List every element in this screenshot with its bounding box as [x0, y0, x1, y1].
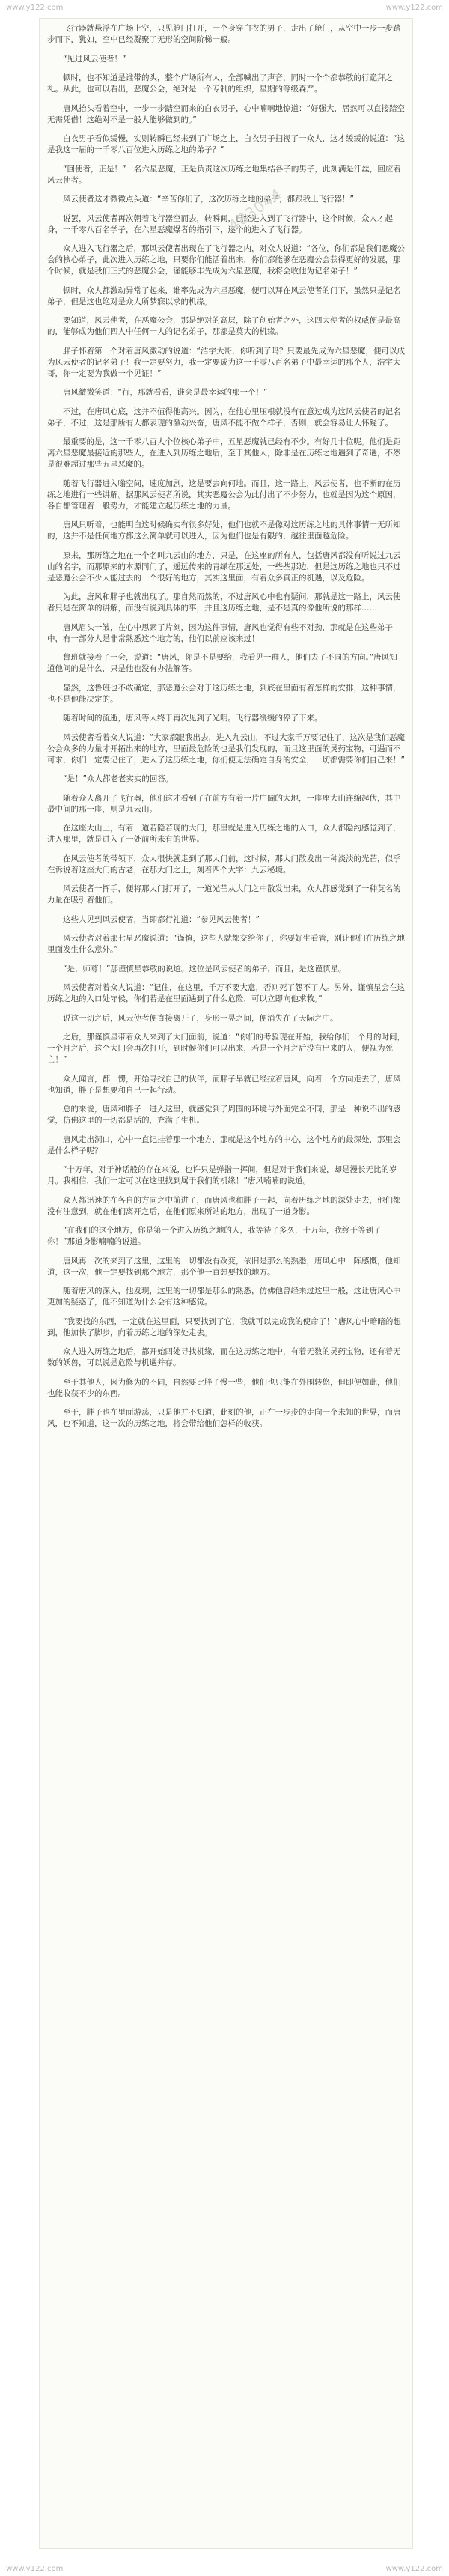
paragraph: 总的来说，唐风和胖子一进入这里，就感觉到了周围的环境与外面完全不同，那是一种说不出的感觉，仿佛这里的一切都是活的，充满了生机。: [47, 1105, 401, 1125]
paragraph: 顿时，也不知道是谁带的头，整个广场所有人，全部喊出了声音，同时一个个都恭敬的行跪拜之礼。从此，也可以看出，恶魔公会，绝对是一个专制的组织，星期的等级森严。: [47, 73, 393, 94]
site-watermark-right-bottom: www.y122.com: [385, 2564, 443, 2573]
paragraph: “我要找的东西，一定就在这里面，只要找到了它，我就可以完成我的使命了！”唐风心中暗暗的想到，他加快了脚步，向着历练之地的深处走去。: [47, 1316, 401, 1337]
paragraph: “是，师尊！”那谨慎星恭敬的说道。这位是风云使者的弟子，而且，是这谨慎星。: [63, 964, 346, 973]
paragraph: “回使者，正是！”一名六星恶魔，正是负责这次历练之地集结各子的男子，此刻满是汗丝，回应着风云使者。: [47, 164, 401, 185]
paragraph: 唐风走出洞口，心中一直记挂着那一个地方，那就是这个地方的中心，这个地方的最深处，那里会是什么样子呢？: [47, 1134, 401, 1155]
center-watermark: 483044: [224, 184, 286, 235]
paragraph: 众人都迅速的在各自的方向之中前进了，而唐风也和胖子一起，向着历练之地的深处走去，他们都没有注意到，就在他们离开之后，在他们原来所站的地方，出现了一道身影。: [47, 1195, 401, 1216]
paragraph: 为此，唐风和胖子也就出现了。那自然而然的，不过唐风心中也有疑问，那就是这一路上，风云使者只是在简单的讲解，而没有说到具体的事，并且这历练之地，是不是真的像他所说的那样……: [47, 592, 401, 613]
paragraph: 在风云使者的带领下，众人很快就走到了那大门前，这时候，那大门散发出一种淡淡的光芒，似乎在诉说着这座大门的古老，在那大门之上，刻着四个大字：九云秘境。: [47, 854, 401, 875]
paragraph: 众人进入飞行器之后，那风云使者出现在了飞行器之内，对众人说道：“各位，你们都是我们恶魔公会的核心弟子，此次进入历练之地，只要你们能活着出来，你们都能够在恶魔公会获得更好的发展，那个时候，就是我们正式的恶魔公会，谨能够丰先成为六星恶魔，我将会收他为记名弟子！”: [47, 244, 405, 276]
paragraph: 众人进入历练之地后，都开始四处寻找机缘，而在这历练之地中，有着无数的灵药宝物，还有着无数的妖兽，可以说是危险与机遇并存。: [47, 1347, 401, 1367]
paragraph: 顿时，众人都激动异常了起来，谁率先成为六星恶魔，便可以拜在风云使者的门下，虽然只是记名弟子，但是这也绝对是众人所梦寐以求的机缘。: [47, 285, 401, 306]
paragraph: 白衣男子看似缓慢，实则转瞬已经来到了广场之上，白衣男子扫视了一众人，这才缓缓的说道：“这是我这一届的一千零八百位进入历练之地的弟子？”: [47, 134, 405, 154]
paragraph: 风云使者这才微微点头道：“辛苦你们了，这次历练之地的弟子，都跟我上飞行器！”: [63, 195, 354, 204]
paragraph: 风云使者对着众人说道：“记住，在这里，千万不要大意，否则死了怨不了人。另外，谨慎星会在这历练之地的入口处守候，你们若是在里面遇到了什么危险，可以立即向他求救。”: [47, 983, 405, 1003]
paragraph: 唐风再一次的来到了这里，这里的一切都没有改变，依旧是那么的熟悉，唐风心中一阵感慨，他知道，这一次，他一定要找到那个地方，那个他一直想要找的地方。: [47, 1256, 401, 1277]
article-body: [39, 18, 413, 2549]
paragraph: 这些人见到风云使者，当即都行礼道：“参见风云使者！”: [63, 914, 260, 924]
paragraph: 唐风只听着，也能明白这时候确实有很多好处，他们也就不是像对这历练之地的具体事情一无所知的，这并不是任何地方都这么简单就可以进入，因为他们也是有限的，越往里面越危险。: [47, 520, 401, 541]
paragraph: 随着飞行器进入嗡空间，速度加剧，这是要去向何地。而且，这一路上，风云使者，也不断的在历练之地进行一些讲解。据那风云使者所说，其实恶魔公会为此付出了不少努力，也就是因为这个原因，各自都管理着一般势力，才能建立起历练之地的力量。: [47, 479, 401, 511]
paragraph: 显然，这鲁班也不敢确定，那恶魔公会对于这历练之地，到底在里面有着怎样的安排，这种事情，也不是他能决定的。: [47, 683, 401, 704]
paragraph: 原来，那历练之地在一个名叫九云山的地方，只是，在这座的所有人，包括唐风都没有听说过九云山的名字，而那原来的本源同门了，遥远传来的青绿在那远处，一些些那边，但是这历练之地也只不过是恶魔公会不少人能过去的一个很好的地方，其实这里面，有着众多真正的机遇，以及危险。: [47, 550, 401, 583]
paragraph: 说这一切之后，风云使者便直接离开了，身形一晃之间，便消失在了天际之中。: [63, 1013, 338, 1023]
paragraph: 鲁班就接着了一会，说道：“唐风，你是不是要给，我看见一群人，他们去了不同的方向。”唐风知道他问的是什么，只是他也没有办法解答。: [47, 653, 397, 673]
paragraph: 随着时间的流逝，唐风等人终于再次见到了光明。飞行器缓缓的停了下来。: [63, 714, 323, 723]
paragraph: 至于，胖子也在里面游荡，只是他并不知道，此刻的他，正在一步步的走向一个未知的世界，而唐风，也不知道，这一次的历练之地，将会带给他们怎样的收获。: [47, 1408, 401, 1428]
paragraph: 风云使者对着那七星恶魔说道：“谨慎，这些人就都交给你了，你要好生看管，别让他们在历练之地里面发生什么意外。”: [47, 934, 405, 954]
paragraph: 最重要的是，这一千零八百人个位核心弟子中，五星恶魔就已经有不少。有好几十位呢。他们是距离六星恶魔最接近的那些人，在进入到历练之地后，至于其他人，除非是在历练之地遇到了奇遇，不然是很难超过那些五星恶魔的。: [47, 437, 401, 469]
site-watermark-right: www.y122.com: [385, 3, 443, 12]
paragraph: 至于其他人，因为修为的不同，自然要比胖子慢一些，他们也只能在外围转悠，但即便如此，他们也能收获不少的东西。: [47, 1377, 401, 1398]
paragraph: 说罢，风云使者再次朝着飞行器空而去，转瞬间，已经进入到了飞行器中，这个时候，众人才起身，一千零八百名学子，在六星恶魔爆者的指引下，逐个的进入了飞行器。: [47, 213, 393, 234]
paragraph: 唐风抬头看着空中，一步一步踏空而来的白衣男子，心中喃喃地惊道：“好强大，居然可以直接踏空无需凭借！这绝对不是一般人能够做到的。”: [47, 103, 405, 124]
paragraph: “是！”众人都老老实实的回答。: [63, 774, 174, 783]
paragraph: 要知道，风云使者，在恶魔公会，那是绝对的高层，除了创始者之外，这四大使者的权威便是最高的，能够成为他们四人中任何一人的记名弟子，那都是莫大的机缘。: [47, 316, 401, 336]
paragraph: 随着众人离开了飞行器，他们这才看到了在前方有着一片广阔的大地，一座座大山连绵起伏，其中最中间的那一座，则是九云山。: [47, 793, 401, 814]
bottom-watermark-bar: [0, 2561, 449, 2576]
paragraph: 飞行器就悬浮在广场上空，只见舱门打开，一个身穿白衣的男子，走出了舱门，从空中一步一步踏步而下，犹如，空中已经凝聚了无形的空间阶梯一般。: [47, 24, 401, 44]
paragraph: “在我们的这个地方，你是第一个进入历练之地的人，我等待了多久，十万年，我终于等到了你！”那道身影喃喃的说道。: [47, 1226, 382, 1246]
paragraph: 之后，那谨慎星带着众人来到了大门面前，说道：“你们的考验现在开始，我给你们一个月的时间，一个月之后，这个大门会再次打开，到时候你们可以出来，若是一个月之后没有出来的人，便视为死亡！”: [47, 1033, 405, 1064]
paragraph: “见过风云使者！”: [63, 54, 126, 64]
paragraph: 风云使者一挥手，便将那大门打开了，一道光芒从大门之中散发出来，众人都感觉到了一种莫名的力量在吸引着他们。: [47, 884, 401, 905]
paragraph: 风云使者看着众人说道：“大家都跟我出去，进入九云山，不过大家千万要记住了，这次是我们恶魔公会众多的力量才开拓出来的地方，里面最危险的也是我们发现的，而且这里面的灵药宝物，可遇而不可求，你们一定要记住了，进入了这历练之地，你们便无法确定自身的安全，一切都需要你们自己来！”: [47, 732, 405, 765]
site-watermark-left: www.y122.com: [6, 3, 64, 12]
paragraph: 在这座大山上，有着一道若隐若现的大门，那里就是进入历练之地的入口，众人都隐约感觉到了，进入那里，就是进入了一处前所未有的世界。: [47, 824, 401, 844]
site-watermark-left-bottom: www.y122.com: [6, 2564, 64, 2573]
paragraph: 随着唐风的深入，他发现，这里的一切都是那么的熟悉，仿佛他曾经来过这里一般，这让唐风心中更加的疑惑了，他不知道为什么会有这种感觉。: [47, 1287, 401, 1307]
paragraph: 唐风眉头一皱，在心中思索了片刻，因为这件事情，唐风也觉得有些不对劲，那就是在这些弟子中，有一部分人是非常熟悉这个地方的，他们以前应该来过！: [47, 622, 393, 643]
paragraph: 唐风微微笑道：“行，那就看看，谁会是最幸运的那一个！”: [63, 388, 268, 397]
paragraph: 胖子怀着第一个对着唐风激动的说道：“浩宇大哥，你听到了吗？只要最先成为六星恶魔，便可以成为风云使者的记名弟子！我一定要努力，我一定要成为这一千零八百名弟子中最幸运的那个人，浩宇大哥，你一定要为我做一个见证！”: [47, 346, 405, 378]
paragraph: “十万年，对于神话般的存在来说，也许只是弹指一挥间，但是对于我们来说，却是漫长无比的岁月。我相信，我们一定可以在这里找到属于我们的机缘！”唐风喃喃的说道。: [47, 1165, 397, 1185]
top-watermark-bar: [0, 0, 449, 15]
paragraph: 不过，在唐风心底，这并不值得他高兴。因为，在他心里压根就没有在意过成为这风云使者的记名弟子，不过，这是那所有人都表现的激动兴奋，唐风不能不做个样子，否则，就会容易让人怀疑了。: [47, 407, 401, 428]
paragraph: 众人闻言，都一愣，开始寻找自己的伙伴，而胖子早就已经拉着唐风，向着一个方向走去了，唐风也知道，胖子是想要和自己一起行动。: [47, 1074, 401, 1095]
